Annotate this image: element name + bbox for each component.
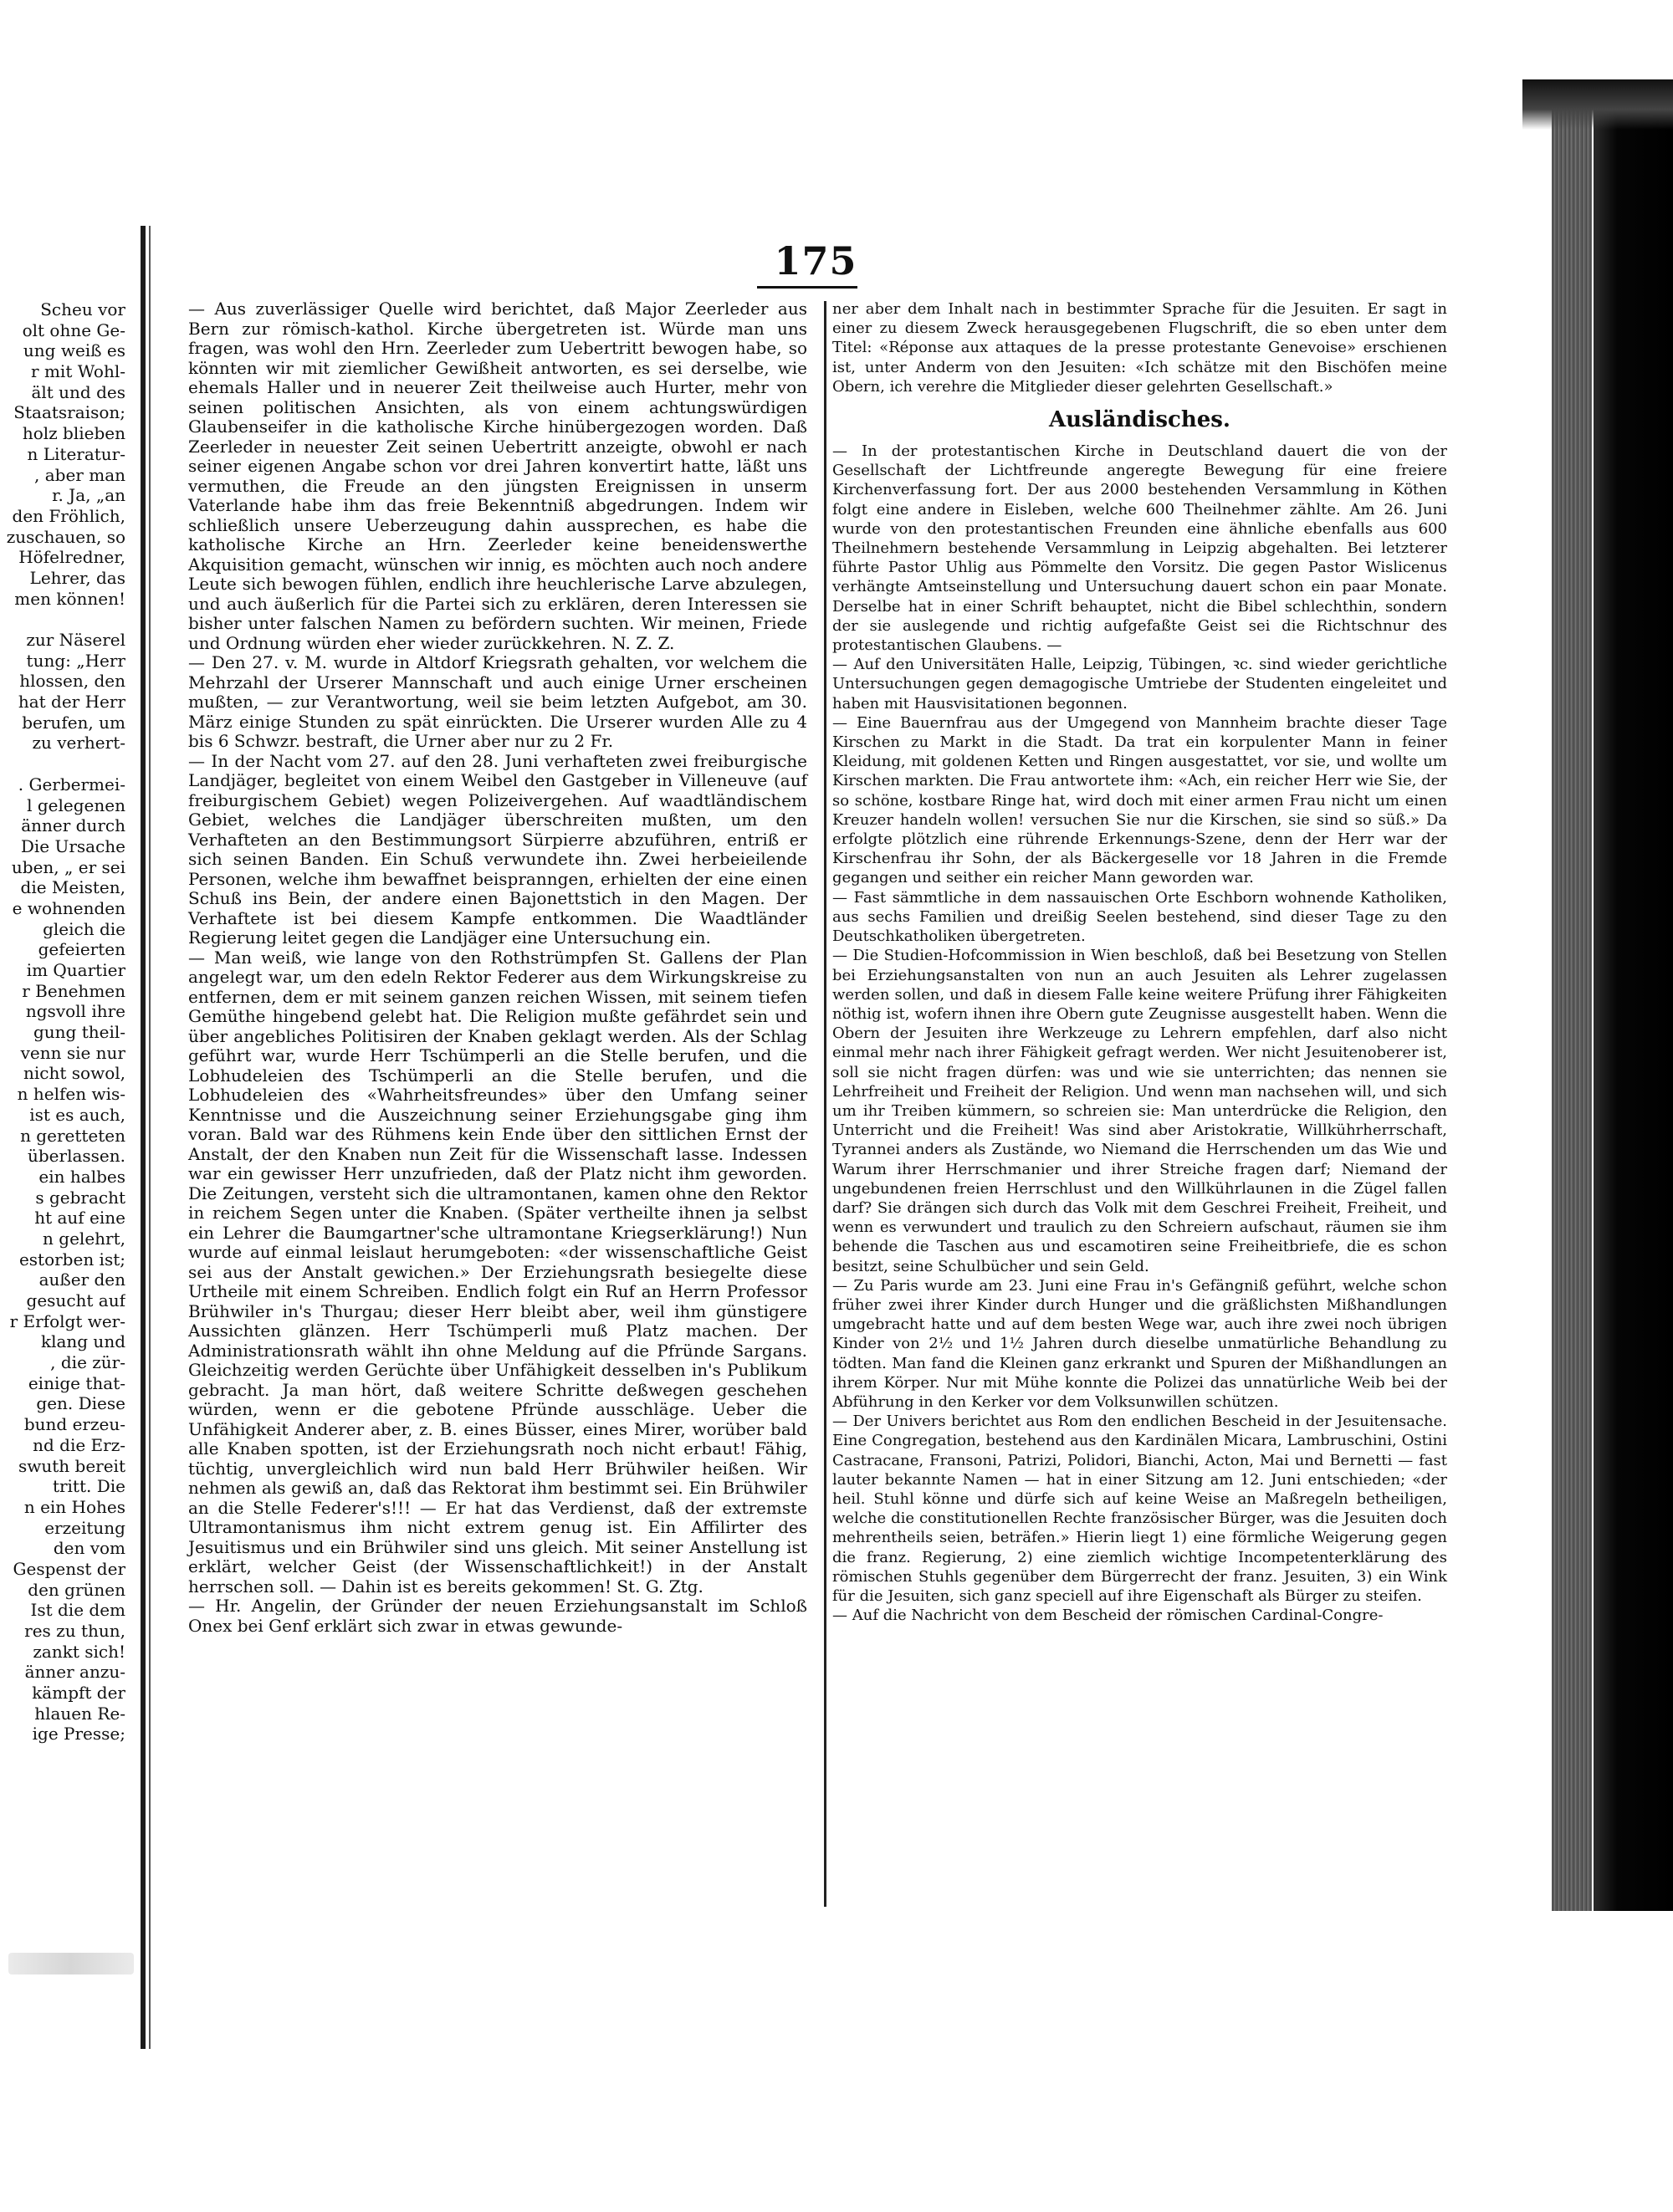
left-page-fragment-line: Gespenst der bbox=[13, 1558, 125, 1579]
left-page-fragment-line: n gelehrt, bbox=[43, 1228, 125, 1249]
article-mannheim-bauernfrau: — Eine Bauernfrau aus der Umgegend von Mannheim brachte dieser Tage Kirschen zu Markt in die Stadt. Da trat ein korpulenter Mann in feiner Kleidung, mit goldenen Ketten und Ringen ausgestattet, vor sie, und wollte um Kirschen markten. Die Frau antwortete ihm: «Ach, ein reicher Herr wie Sie, der so schöne, kostbare Ringe hat, wird doch mit einer armen Frau nicht um einen Kreuzer handeln wollen! versuchen Sie nur die Kirschen, sie sind so süß.» Da erfolgte plötzlich eine rührende Erkennungs-Szene, denn der Herr war der Kirschenfrau ihr Sohn, der als Bäckergeselle vor 18 Jahren in die Fremde gegangen und seither ein reicher Mann geworden war. bbox=[832, 713, 1447, 887]
left-page-fragment-line: hlauen Re- bbox=[34, 1703, 125, 1724]
left-page-fragments bbox=[0, 299, 125, 1745]
left-page-fragment-line: im Quartier bbox=[26, 960, 125, 980]
left-page-fragment-line: ist es auch, bbox=[29, 1104, 125, 1125]
article-altdorf-kriegsrath: — Den 27. v. M. wurde in Altdorf Kriegsrath gehalten, vor welchem die Mehrzahl der Urserer Mannschaft und auch einige Urner erscheinen mußten, — zur Verantwortung, weil sie beim letzten Aufgebot, am 30. März einige Stunden zu spät einrückten. Die Urserer wurden Alle zu 4 bis 6 Schwzr. bestraft, die Urner aber nur zu 2 Fr. bbox=[188, 652, 807, 751]
left-page-fragment-line: hat der Herr bbox=[18, 692, 125, 713]
left-page-fragment-line: gefeierten bbox=[38, 939, 125, 960]
left-page-gutter-line bbox=[149, 226, 151, 2049]
left-page-fragment-line: , aber man bbox=[34, 464, 125, 485]
left-page-fragment-line: , die zür- bbox=[50, 1352, 125, 1373]
left-page-fragment-line: e wohnenden bbox=[12, 897, 125, 918]
article-angelin-continued: ner aber dem Inhalt nach in bestimmter Sprache für die Jesuiten. Er sagt in einer zu diesem Zweck herausgegebenen Flugschrift, die so eben unter dem Titel: «Réponse aux attaques de la presse protestante Genevoise» erschienen ist, unter Anderm von den Jesuiten: «Ich schätze mit den Bischöfen meine Obern, ich verehre die Mitglieder dieser gelehrten Gesellschaft.» bbox=[832, 300, 1447, 396]
left-page-fragment-line: ht auf eine bbox=[34, 1208, 125, 1229]
article-angelin-onex: — Hr. Angelin, der Gründer der neuen Erziehungsanstalt im Schloß Onex bei Genf erklärt sich zwar in etwas gewunde- bbox=[188, 1596, 807, 1636]
left-page-fragment-line: Die Ursache bbox=[20, 835, 125, 856]
left-page-fragment-line: änner durch bbox=[21, 815, 125, 836]
left-page-fragment-line: n geretteten bbox=[20, 1125, 125, 1146]
left-page-fragment-line: Lehrer, das bbox=[29, 567, 125, 588]
left-page-fragment-line: die Meisten, bbox=[20, 877, 125, 898]
left-page-fragment-line: überlassen. bbox=[27, 1146, 125, 1167]
left-page-fragment-line: olt ohne Ge- bbox=[22, 319, 125, 340]
left-page-fragment-line: men können! bbox=[14, 588, 125, 609]
left-page-fragment-line: res zu thun, bbox=[24, 1621, 125, 1641]
article-lichtfreunde: — In der protestantischen Kirche in Deutschland dauert die von der Gesellschaft der Lichtfreunde angeregte Bewegung für eine freiere Kirchenverfassung fort. Der aus 2000 bestehenden Versammlung in Köthen folgt eine andere in Eisleben, welche 600 Theilnehmer zählte. Am 26. Juni wurde von den protestantischen Freunden eine ähnliche ebenfalls aus 600 Theilnehmern bestehende Versammlung in Leipzig abgehalten. Bei letzterer führte Pastor Uhlig aus Pömmelte den Vorsitz. Die gegen Pastor Wislicenus verhängte Amtseinstellung und Untersuchung dauert schon ein paar Monate. Derselbe hat in einer Schrift behauptet, nicht die Bibel schlechthin, sondern der sie auslegende und richtig aufgefaßte Geist sei die Richtschnur des protestantischen Glaubens. — bbox=[832, 442, 1447, 655]
left-page-fragment-line: den grünen bbox=[28, 1579, 125, 1600]
left-page-fragment-line: nicht sowol, bbox=[23, 1063, 125, 1084]
left-page-fragment-line: ält und des bbox=[31, 381, 125, 402]
section-heading: Ausländisches. bbox=[1048, 407, 1230, 433]
left-page-fragment-line: änner anzu- bbox=[24, 1662, 125, 1683]
article-st-gallen-federer: — Man weiß, wie lange von den Rothstrümpfen St. Gallens der Plan angelegt war, um den edeln Rektor Federer aus dem Wirkungskreise zu entfernen, dem er mit seinem ganzen reichen Wissen, mit seinem tiefen Gemüthe hingebend gelebt hat. Die Religion mußte gefährdet sein und über angebliches Politisiren der Knaben geklagt werden. Als der Schlag geführt war, wurde Herr Tschümperli an die Stelle berufen, und die Lobhudeleien des Tschümperli an die Stelle berufen, und die Lobhudeleien des «Wahrheitsfreundes» über den Umfang seiner Kenntnisse und die Auszeichnung seiner Erziehungsgabe ging ihm voran. Bald war des Rühmens kein Ende über den sittlichen Ernst der Anstalt, der den Knaben nun Zeit für die Wissenschaft lasse. Indessen war ein gewisser Herr unzufrieden, daß der Platz nicht ihm geworden. Die Zeitungen, versteht sich die ultramontanen, kamen ohne den Rektor in reichem Segen unter die Knaben. (Später vertheilte ihnen ja selbst ein Lehrer die Baumgartner'sche ultramontane Kriegserklärung!) Nun wurde auf einmal leislaut herumgeboten: «der wissenschaftliche Geist sei aus der Anstalt gewichen.» Der Erziehungsrath besiegelte diese Urtheile mit einem Schreiben. Endlich folgt ein Ruf an Herrn Professor Brühwiler in's Thurgau; dieser Herr bleibt aber, weil ihm günstigere Aussichten glänzen. Herr Tschümperli muß Platz machen. Der Administrationsrath wählt ihn ohne Meldung auf die Pfründe Sargans. Gleichzeitig werden Gerüchte über Unfähigkeit desselben in's Publikum gebracht. Ja man hört, daß weitere Schritte deßwegen geschehen würden, wenn er die gebotene Pfründe ausschläge. Ueber die Unfähigkeit Anderer aber, z. B. eines Büsser, eines Mirer, worüber bald alle Knaben spotten, ist der Erziehungsrath noch nicht erbaut! Fähig, tüchtig, unvergleichlich wird nun bald Herr Brühwiler heißen. Wir nehmen als gewiß an, daß das Rektorat ihm bestimmt sei. Ein Brühwiler an die Stelle Federer's!!! — Er hat das Verdienst, daß der extremste Ultramontanismus ihm nicht extrem genug ist. Ein Affilirter des Jesuitismus und ein Brühwiler sind uns gleich. Mit seiner Anstellung ist erklärt, welcher Geist (der Wissenschaftlichkeit!) in der Anstalt herrschen soll. — Dahin ist es bereits gekommen! St. G. Ztg. bbox=[188, 947, 807, 1596]
left-page-fragment-line: tung: „Herr bbox=[26, 650, 125, 671]
left-page-fragment-line: klang und bbox=[40, 1331, 125, 1352]
left-page-fragment-line: zuschauen, so bbox=[6, 526, 125, 547]
article-wien-studien-hofcommission: — Die Studien-Hofcommission in Wien beschloß, daß bei Besetzung von Stellen bei Erziehungsanstalten von nun an auch Jesuiten als Lehrer zugelassen werden sollen, und daß in diesem Falle keine weitere Prüfung ihrer Fähigkeiten nöthig ist, wofern ihnen ihre Obern gute Zeugnisse ausgestellt haben. Wenn die Obern der Jesuiten ihre Werkzeuge zu Lehrern empfehlen, darf also nicht einmal mehr nach ihrer Fähigkeit gefragt werden. Wer nicht Jesuitenoberer ist, soll sie nicht fragen dürfen: was und wie sie unterrichten; das nennen sie Lehrfreiheit und Freiheit der Religion. Und wenn man nachsehen will, und sich um ihr Treiben kümmern, so schreien sie: Man unterdrücke die Religion, den Unterricht und die Freiheit! Was sind aber Aristokratie, Willkührherrschaft, Tyrannei anders als Zustände, wo Niemand die Herrschenden um das Wie und Warum ihrer Herrschmanier und ihrer Streiche fragen darf; Niemand der ungebundenen freien Herrschlust und den Willkührlaunen in die Zügel fallen darf? Sie drängen sich durch das Volk mit dem Geschrei Freiheit, Freiheit, und wenn es verwundert und traulich zu den Schreiern aufschaut, räumen sie ihm behende die Taschen aus und escamotiren seine Freiheitbriefe, die es schon besitzt, seine Schulbücher und sein Geld. bbox=[832, 947, 1447, 1275]
left-page-fragment-line: berufen, um bbox=[22, 712, 125, 733]
left-page-fragment-line: Staatsraison; bbox=[13, 402, 125, 423]
left-page-fragment-line: estorben ist; bbox=[18, 1249, 125, 1269]
corner-shadow bbox=[1522, 79, 1673, 130]
book-binding-edge bbox=[1552, 79, 1592, 1911]
left-page-fragment-line: n helfen wis- bbox=[17, 1084, 125, 1105]
page-number-underline bbox=[757, 286, 857, 289]
left-page-fragment-line: tritt. Die bbox=[52, 1476, 125, 1497]
faded-stamp bbox=[8, 1953, 134, 1974]
left-page-fragment-line: r Erfolgt wer- bbox=[9, 1310, 125, 1331]
right-column bbox=[832, 299, 1447, 1625]
left-page-fragment-line: zankt sich! bbox=[33, 1641, 125, 1662]
left-page-fragment-line: holz blieben bbox=[22, 423, 125, 444]
left-page-fragment-line: gung theil- bbox=[33, 1022, 125, 1043]
left-page-fragment-line: Scheu vor bbox=[40, 299, 125, 319]
left-page-fragment-line: einige that- bbox=[28, 1372, 125, 1393]
left-page-fragment-line: r mit Wohl- bbox=[31, 361, 125, 382]
left-page-fragment-line: gen. Diese bbox=[36, 1393, 125, 1414]
left-page-fragment-line: venn sie nur bbox=[20, 1042, 125, 1063]
left-page-fragment-line: ung weiß es bbox=[23, 340, 125, 361]
page-number: 175 bbox=[774, 238, 857, 284]
left-page-fragment-line: ngsvoll ihre bbox=[25, 1001, 125, 1022]
left-page-fragment-line: bund erzeu- bbox=[23, 1414, 125, 1435]
left-page-fragment-line: r. Ja, „an bbox=[52, 485, 125, 506]
left-page-fragment-line: den vom bbox=[53, 1538, 125, 1559]
left-page-fragment-line: kämpft der bbox=[32, 1683, 125, 1704]
article-paris-frau: — Zu Paris wurde am 23. Juni eine Frau in's Gefängniß geführt, welche schon früher zwei ihrer Kinder durch Hunger und die gräßlichsten Mißhandlungen umgebracht hatte und auf dem besten Wege war, auch ihre zwei noch übrigen Kinder von 2½ und 1½ Jahren durch dieselbe unmatürliche Behandlung zu tödten. Man fand die Kleinen ganz erkrankt und Spuren der Mißhandlungen an ihrem Körper. Nur mit Mühe konnte die Polizei das unnatürliche Weib bei der Abführung in den Kerker vor dem Volksunwillen schützen. bbox=[832, 1276, 1447, 1411]
left-page-fragment-line: hlossen, den bbox=[19, 671, 125, 692]
left-page-fragment-line: gesucht auf bbox=[26, 1290, 125, 1310]
left-page-fragment-line: den Fröhlich, bbox=[12, 505, 125, 526]
left-page-fragment-line: ige Presse; bbox=[32, 1724, 125, 1745]
article-eschborn: — Fast sämmtliche in dem nassauischen Orte Eschborn wohnende Katholiken, aus sechs Familien und dreißig Seelen bestehend, sind dieser Tage zu den Deutschkatholiken übergetreten. bbox=[832, 888, 1447, 946]
left-page-fragment-line: Höfelredner, bbox=[18, 547, 125, 568]
left-page-fragment-line: gleich die bbox=[43, 918, 125, 939]
left-page-fragment-line: n Literatur- bbox=[27, 443, 125, 464]
left-page-fragment-line: erzeitung bbox=[44, 1517, 125, 1538]
left-page-fragment-line: l gelegenen bbox=[27, 794, 125, 815]
article-cardinal-congregation: — Auf die Nachricht von dem Bescheid der römischen Cardinal-Congre- bbox=[832, 1607, 1384, 1625]
left-page-fragment-line: n ein Hohes bbox=[23, 1496, 125, 1517]
left-page-fragment-line bbox=[0, 609, 125, 630]
left-page-fragment-line: nd die Erz- bbox=[33, 1434, 125, 1455]
left-page-fragment-line: außer den bbox=[38, 1269, 125, 1290]
left-page-fragment-line: swuth bereit bbox=[18, 1455, 125, 1476]
left-page-fragment-line: ein halbes bbox=[38, 1166, 125, 1187]
article-univers-rom: — Der Univers berichtet aus Rom den endlichen Bescheid in der Jesuitensache. Eine Congregation, bestehend aus den Kardinälen Micara, Lambruschini, Ostini Castracane, Fransoni, Patrizi, Polidori, Bianchi, Acton, Mai und Bernetti — fast lauter bekannte Namen — hat in einer Sitzung am 12. Juni entschieden; «der heil. Stuhl könne und dürfe sich auf keine Weise an Maßregeln betheiligen, welche die constitutionellen Rechte französischer Bürger, was die Jesuiten doch mehrentheils seien, beträfen.» Hierin liegt 1) eine förmliche Weigerung gegen die franz. Regierung, 2) eine ziemlich wichtige Incompetenterklärung des römischen Stuhls gegenüber dem Bürgerrecht der franz. Jesuiten, 3) ein Wink für die Jesuiten, sich ganz speciell auf ihre Eigenschaft als Bürger zu steifen. bbox=[832, 1413, 1447, 1605]
left-page-fragment-line: . Gerbermei- bbox=[18, 774, 125, 794]
left-page-gutter bbox=[141, 226, 146, 2049]
left-column bbox=[188, 299, 807, 1636]
article-universitaeten: — Auf den Universitäten Halle, Leipzig, Tübingen, ꝛc. sind wieder gerichtliche Untersuchungen gegen demagogische Umtriebe der Studenten eingeleitet und haben mit Hausvisitationen begonnen. bbox=[832, 656, 1447, 713]
left-page-fragment-line: zu verhert- bbox=[32, 733, 125, 754]
left-page-fragment-line: s gebracht bbox=[35, 1187, 125, 1208]
left-page-fragment-line: Ist die dem bbox=[30, 1600, 125, 1621]
left-page-fragment-line: zur Näserel bbox=[26, 630, 125, 650]
column-divider bbox=[824, 301, 826, 1907]
left-page-fragment-line: uben, „ er sei bbox=[11, 856, 125, 877]
article-zeerleder: — Aus zuverlässiger Quelle wird berichtet, daß Major Zeerleder aus Bern zur römisch-kathol. Kirche übergetreten ist. Würde man uns fragen, was wohl den Hrn. Zeerleder zum Uebertritt bewogen habe, so könnten wir mit ziemlicher Gewißheit antworten, es sei derselbe, wie ehemals Haller und in neuerer Zeit theilweise auch Hurter, mehr von seinen politischen Ansichten, als von einem achtungswürdigen Glaubenseifer in die katholische Kirche hinübergezogen worden. Daß Zeerleder in neuester Zeit seinen Uebertritt anzeigte, obwohl er nach seiner eigenen Angabe schon vor drei Jahren konvertirt hatte, läßt uns vermuthen, die Freude an den jüngsten Ereignissen in unserm Vaterlande habe ihm das freie Bekenntniß abgedrungen. Indem wir schließlich unsere Ueberzeugung dahin aussprechen, es habe die katholische Kirche an Hrn. Zeerleder keine beneidenswerthe Akquisition gemacht, wünschen wir innig, es möchten auch noch andere Leute sich bewogen fühlen, endlich ihre heuchlerische Larve abzulegen, und auch äußerlich für die Partei sich zu erklären, deren Interessen sie bisher unter falschen Namen zu befördern suchten. Wir meinen, Friede und Ordnung würden eher wieder zurückkehren. N. Z. Z. bbox=[188, 299, 807, 653]
left-page-fragment-line: r Benehmen bbox=[22, 980, 125, 1001]
book-spine-shadow bbox=[1594, 79, 1673, 1911]
left-page-fragment-line bbox=[0, 754, 125, 774]
article-freiburg-landjaeger: — In der Nacht vom 27. auf den 28. Juni verhafteten zwei freiburgische Landjäger, begleitet von einem Weibel den Gastgeber in Villeneuve (auf freiburgischem Gebiet) wegen Polizeivergehen. Auf waadtländischem Gebiet, welches die Landjäger überschreiten mußten, um den Verhafteten an den Bestimmungsort Sürpierre abzuführen, entriß er sich seinen Banden. Ein Schuß verwundete ihn. Zwei herbeieilende Personen, welche ihm bewaffnet beispranngen, erhielten der eine einen Schuß ins Bein, der andere einen Bajonettstich in den Magen. Der Verhaftete ist bei diesem Kampfe entkommen. Die Waadtländer Regierung leitet gegen die Landjäger eine Untersuchung ein. bbox=[188, 750, 807, 948]
